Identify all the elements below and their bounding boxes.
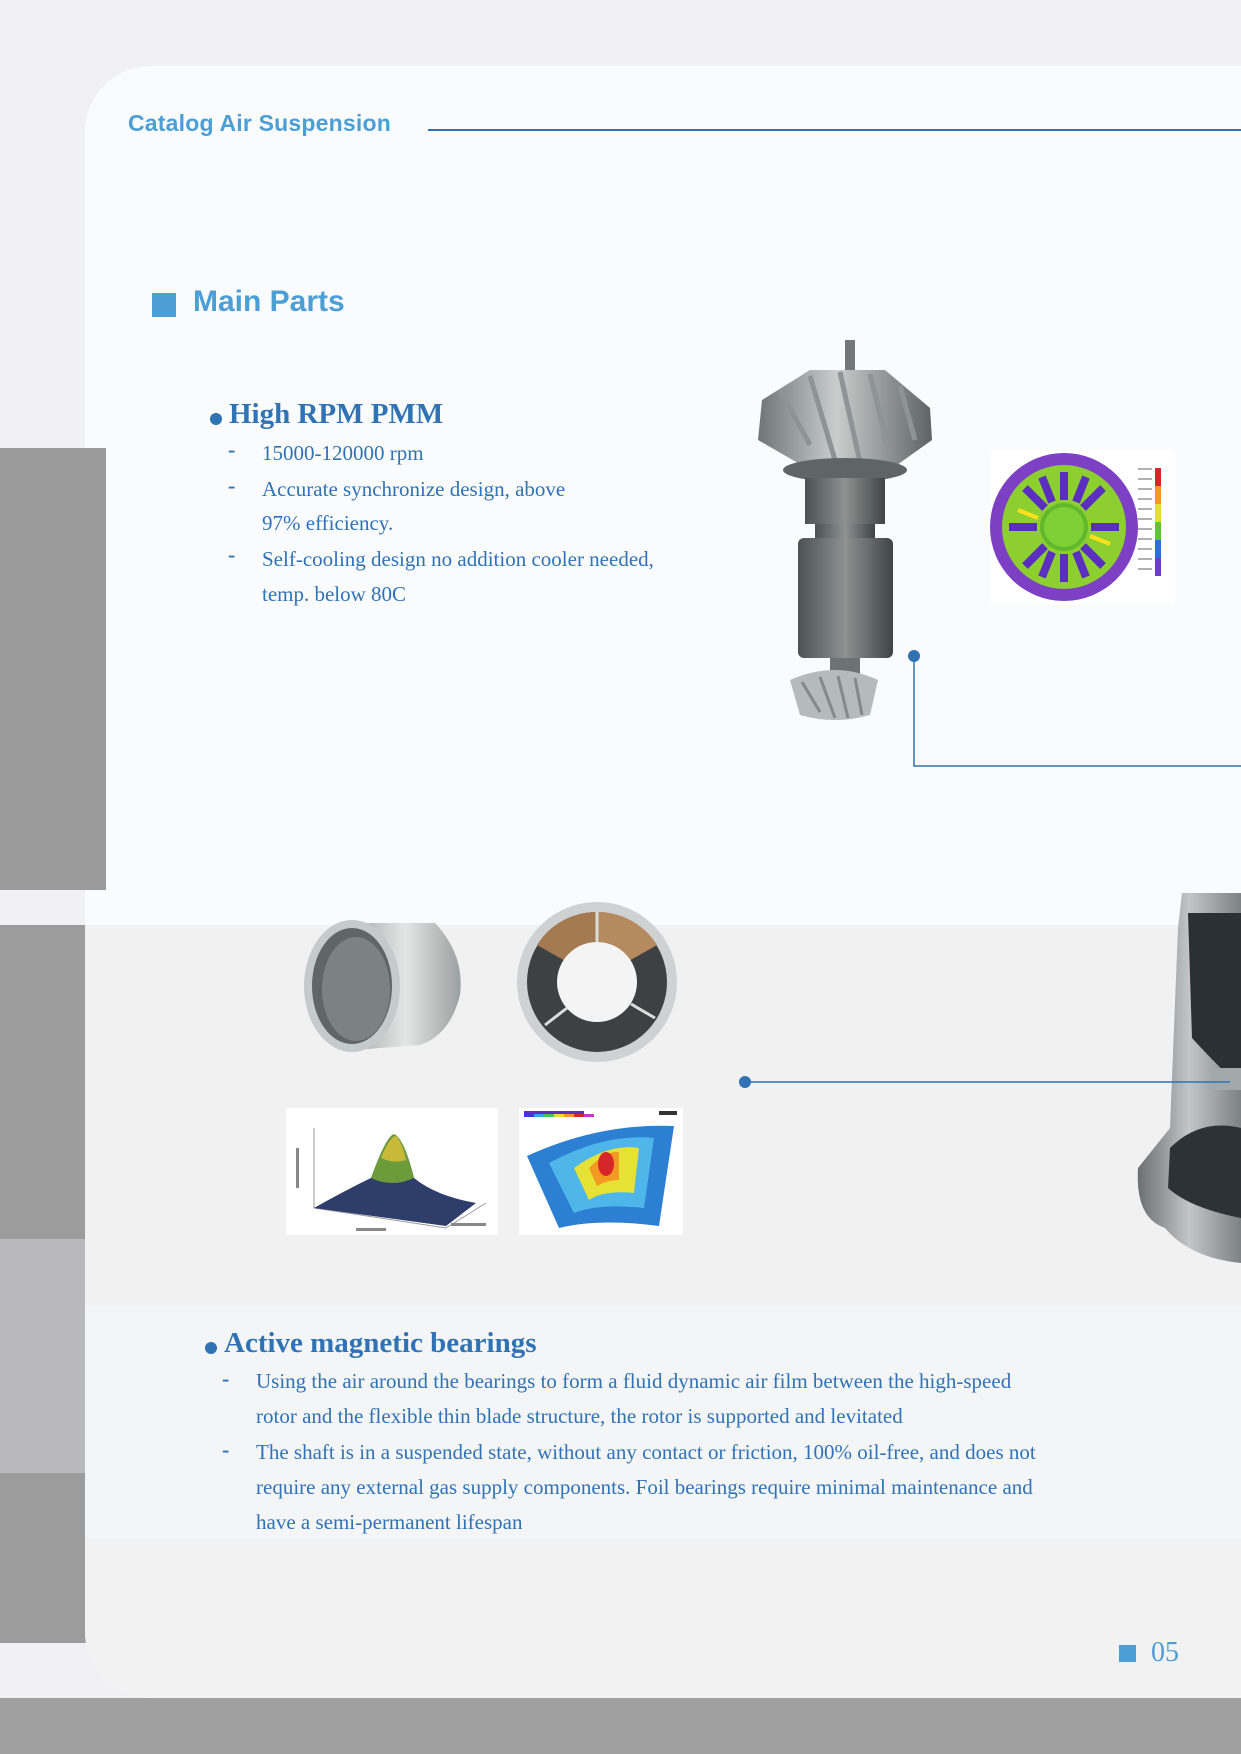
pmm-title: High RPM PMM — [229, 398, 444, 430]
bearings-item-2-cont: require any external gas supply components. Foil bearings require minimal maintenance and — [256, 1475, 1033, 1499]
dash-icon: - — [222, 1437, 230, 1462]
bearings-item-2: The shaft is in a suspended state, without any contact or friction, 100% oil-free, and does not — [256, 1440, 1036, 1464]
pmm-item-3: Self-cooling design no addition cooler needed, — [262, 547, 654, 571]
pmm-item-2: Accurate synchronize design, above — [262, 477, 566, 501]
section-title: Main Parts — [193, 285, 345, 318]
bearings-item-1: Using the air around the bearings to form a fluid dynamic air film between the high-speed — [256, 1369, 1012, 1393]
dash-icon: - — [228, 473, 236, 498]
bearings-title: Active magnetic bearings — [224, 1327, 537, 1359]
catalog-title: Catalog Air Suspension — [128, 110, 391, 136]
pmm-item-1: 15000-120000 rpm — [262, 441, 424, 465]
dash-icon: - — [228, 542, 236, 567]
bearings-item-1-cont: rotor and the flexible thin blade structure, the rotor is supported and levitated — [256, 1404, 903, 1428]
connector-line-pmm — [914, 656, 1241, 766]
dash-icon: - — [222, 1366, 230, 1391]
page-number: 05 — [1151, 1637, 1179, 1668]
bearings-item-2-cont2: have a semi-permanent lifespan — [256, 1510, 523, 1534]
page-square-icon — [1119, 1645, 1136, 1662]
pmm-item-3-cont: temp. below 80C — [262, 582, 407, 606]
pmm-item-2-cont: 97% efficiency. — [262, 511, 394, 535]
dash-icon: - — [228, 437, 236, 462]
bearings-bullet-icon — [205, 1342, 217, 1354]
